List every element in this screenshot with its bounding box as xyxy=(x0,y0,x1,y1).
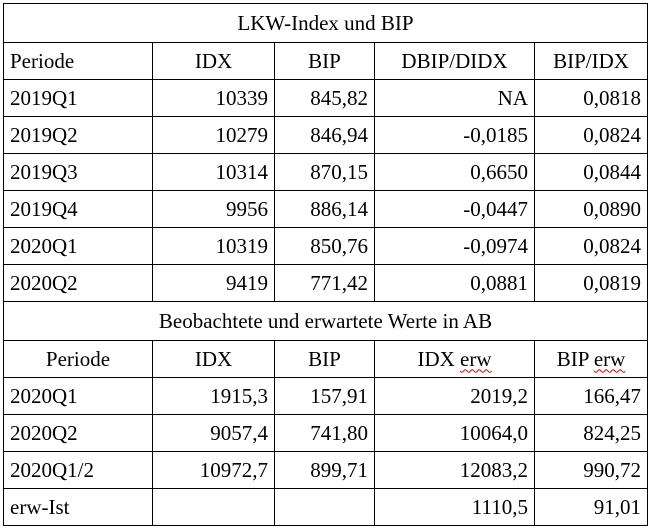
cell-dbip-didx: 0,6650 xyxy=(375,154,535,191)
cell-bip-idx: 0,0819 xyxy=(535,265,648,302)
cell-idx: 10314 xyxy=(153,154,275,191)
cell-bip-idx: 0,0824 xyxy=(535,228,648,265)
cell-dbip-didx: -0,0447 xyxy=(375,191,535,228)
table-row xyxy=(4,191,648,228)
section2-title: Beobachtete und erwartete Werte in AB xyxy=(4,302,648,341)
cell-idx: 9956 xyxy=(153,191,275,228)
cell-bip-idx: 0,0818 xyxy=(535,80,648,117)
cell-periode: 2019Q3 xyxy=(4,154,153,191)
table-row xyxy=(4,80,648,117)
cell-bip: 870,15 xyxy=(275,154,375,191)
header-bip: BIP xyxy=(275,43,375,80)
header-bip-idx: BIP/IDX xyxy=(535,43,648,80)
cell-bip: 771,42 xyxy=(275,265,375,302)
cell-bip: 850,76 xyxy=(275,228,375,265)
cell-idx-erw: 1110,5 xyxy=(375,489,535,526)
cell-idx xyxy=(153,489,275,526)
cell-dbip-didx: -0,0185 xyxy=(375,117,535,154)
header2-idx: IDX xyxy=(153,341,275,378)
cell-periode: 2020Q1 xyxy=(4,378,153,415)
table-row xyxy=(4,265,648,302)
header-dbip-didx: DBIP/DIDX xyxy=(375,43,535,80)
cell-periode: 2020Q2 xyxy=(4,265,153,302)
header2-periode: Periode xyxy=(4,341,153,378)
table-row xyxy=(4,117,648,154)
data-table xyxy=(3,3,648,526)
cell-idx: 9419 xyxy=(153,265,275,302)
cell-bip-idx: 0,0844 xyxy=(535,154,648,191)
cell-bip-erw: 91,01 xyxy=(535,489,648,526)
section1-title: LKW-Index und BIP xyxy=(4,4,648,43)
cell-idx: 10339 xyxy=(153,80,275,117)
table-row xyxy=(4,452,648,489)
cell-bip-erw: 990,72 xyxy=(535,452,648,489)
table-row xyxy=(4,228,648,265)
cell-bip: 157,91 xyxy=(275,378,375,415)
header2-idx-erw-label: IDX xyxy=(417,346,455,371)
cell-periode: 2019Q1 xyxy=(4,80,153,117)
cell-periode: 2020Q2 xyxy=(4,415,153,452)
cell-idx-erw: 12083,2 xyxy=(375,452,535,489)
table-row xyxy=(4,415,648,452)
header2-bip-erw-label: BIP xyxy=(556,346,589,371)
table-row xyxy=(4,154,648,191)
cell-idx: 10972,7 xyxy=(153,452,275,489)
cell-periode: 2020Q1 xyxy=(4,228,153,265)
section1-header-row xyxy=(4,43,648,80)
header2-bip-erw-suffix: erw xyxy=(593,346,626,371)
cell-periode: erw-Ist xyxy=(4,489,153,526)
cell-idx-erw: 10064,0 xyxy=(375,415,535,452)
cell-idx: 9057,4 xyxy=(153,415,275,452)
cell-bip: 741,80 xyxy=(275,415,375,452)
cell-bip xyxy=(275,489,375,526)
section2-header-row xyxy=(4,341,648,378)
cell-bip-idx: 0,0824 xyxy=(535,117,648,154)
section2-title-row xyxy=(4,302,648,341)
section1-title-row xyxy=(4,4,648,43)
cell-idx: 10319 xyxy=(153,228,275,265)
table-row-erw-ist xyxy=(4,489,648,526)
cell-periode: 2020Q1/2 xyxy=(4,452,153,489)
cell-periode: 2019Q4 xyxy=(4,191,153,228)
cell-bip-erw: 166,47 xyxy=(535,378,648,415)
cell-dbip-didx: 0,0881 xyxy=(375,265,535,302)
header2-bip-erw xyxy=(535,341,648,378)
header2-idx-erw-suffix: erw xyxy=(460,346,492,371)
cell-bip: 886,14 xyxy=(275,191,375,228)
header-periode: Periode xyxy=(4,43,153,80)
cell-bip-idx: 0,0890 xyxy=(535,191,648,228)
table-row xyxy=(4,378,648,415)
cell-idx: 1915,3 xyxy=(153,378,275,415)
cell-dbip-didx: NA xyxy=(375,80,535,117)
cell-idx-erw: 2019,2 xyxy=(375,378,535,415)
cell-bip: 899,71 xyxy=(275,452,375,489)
cell-dbip-didx: -0,0974 xyxy=(375,228,535,265)
cell-bip: 845,82 xyxy=(275,80,375,117)
cell-bip: 846,94 xyxy=(275,117,375,154)
cell-idx: 10279 xyxy=(153,117,275,154)
header2-idx-erw xyxy=(375,341,535,378)
header-idx: IDX xyxy=(153,43,275,80)
header2-bip: BIP xyxy=(275,341,375,378)
cell-bip-erw: 824,25 xyxy=(535,415,648,452)
cell-periode: 2019Q2 xyxy=(4,117,153,154)
